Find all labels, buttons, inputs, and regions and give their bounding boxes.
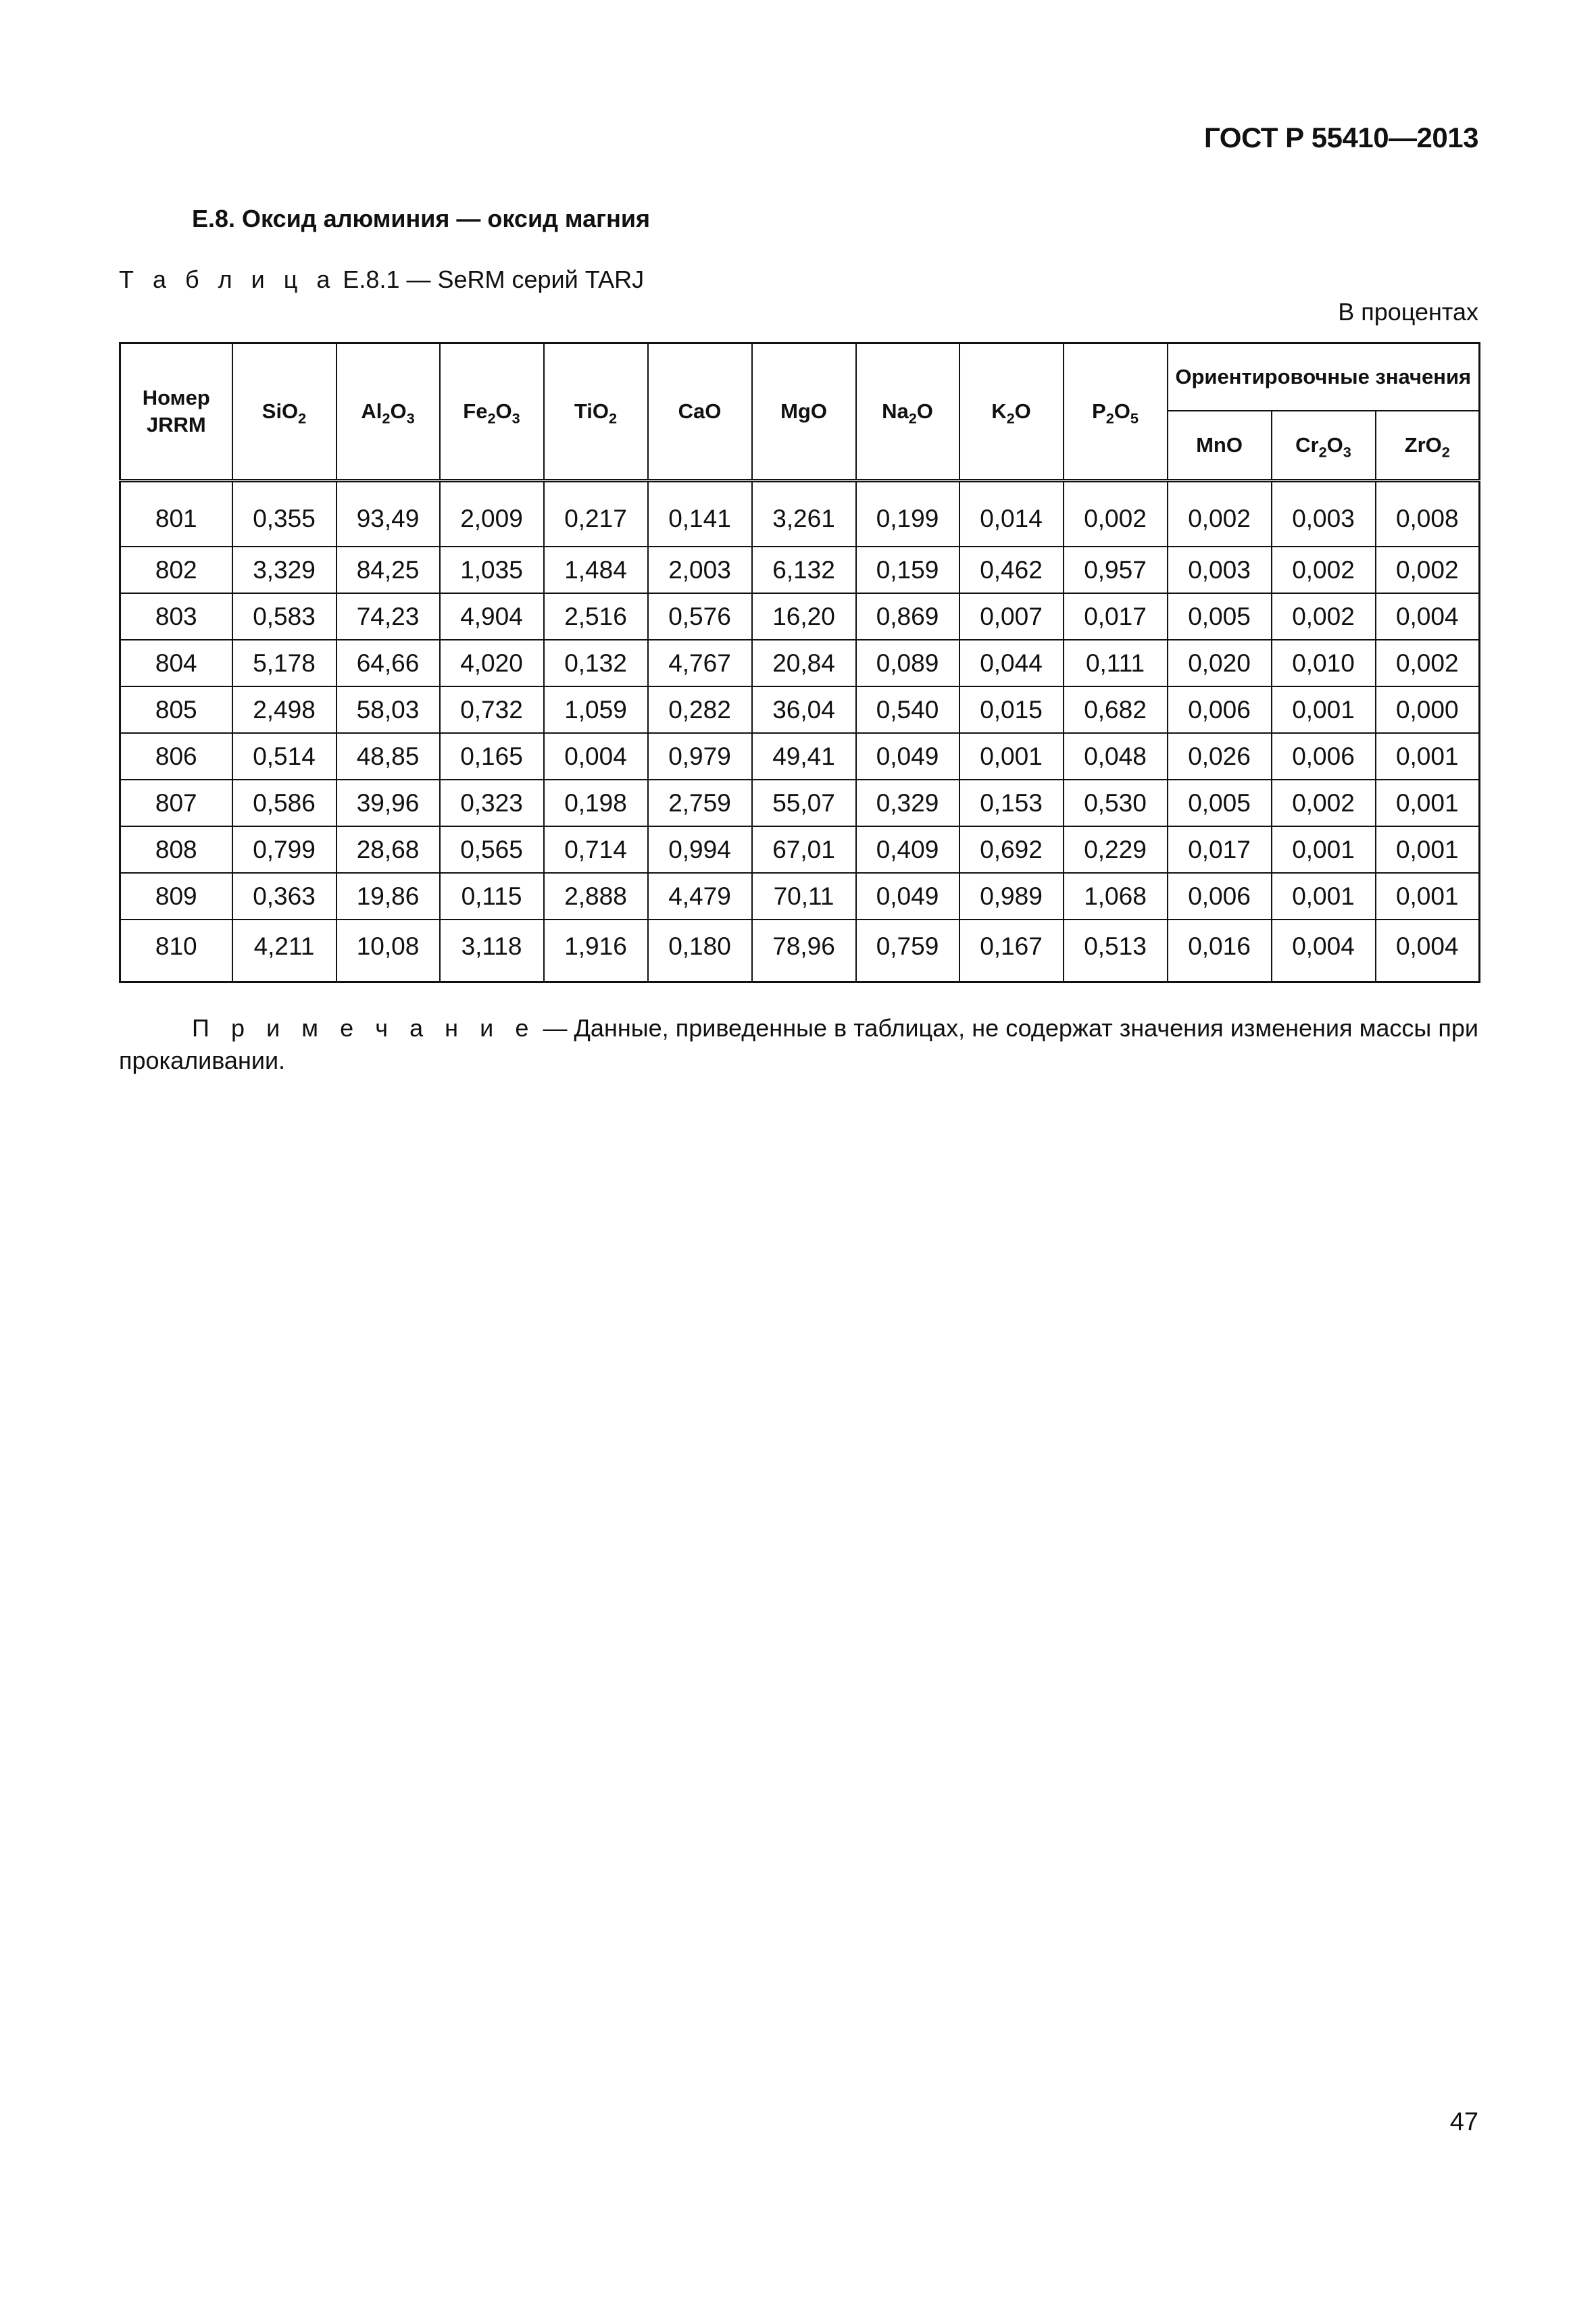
table-cell: 0,001 [1376,826,1480,873]
table-cell: 1,059 [544,686,648,733]
table-cell: 0,001 [1272,873,1376,920]
table-cell: 0,000 [1376,686,1480,733]
table-body [120,481,1480,982]
table-cell: 0,005 [1168,593,1272,640]
table-cell: 0,198 [544,780,648,826]
table-cell: 78,96 [752,920,856,982]
table-cell: 0,006 [1272,733,1376,780]
header-na2o: $Na_2O$ [856,343,959,481]
table-cell: 0,001 [1272,826,1376,873]
table-caption-label: Т а б л и ц а [119,266,336,293]
table-cell: 0,002 [1376,640,1480,686]
table-cell: 0,282 [648,686,752,733]
table-cell: 0,001 [1272,686,1376,733]
table-cell: 1,035 [440,547,544,593]
cell-jrrm-number: 810 [120,920,232,982]
table-cell: 0,002 [1168,481,1272,547]
table-cell: 0,089 [856,640,959,686]
table-cell: 4,479 [648,873,752,920]
table-row [120,733,1480,780]
table-cell: 39,96 [336,780,440,826]
table-cell: 3,329 [232,547,336,593]
table-cell: 58,03 [336,686,440,733]
table-cell: 0,692 [959,826,1064,873]
table-cell: 0,799 [232,826,336,873]
table-cell: 0,513 [1064,920,1168,982]
table-cell: 0,026 [1168,733,1272,780]
table-cell: 0,540 [856,686,959,733]
table-cell: 48,85 [336,733,440,780]
table-cell: 0,409 [856,826,959,873]
table-cell: 3,261 [752,481,856,547]
table-cell: 4,211 [232,920,336,982]
table-cell: 0,020 [1168,640,1272,686]
table-cell: 0,007 [959,593,1064,640]
table-cell: 20,84 [752,640,856,686]
table-cell: 4,020 [440,640,544,686]
table-cell: 2,009 [440,481,544,547]
cell-jrrm-number: 804 [120,640,232,686]
table-cell: 1,916 [544,920,648,982]
table-cell: 0,014 [959,481,1064,547]
table-cell: 0,714 [544,826,648,873]
table-cell: 2,759 [648,780,752,826]
table-cell: 3,118 [440,920,544,982]
header-sio2: SiO$_2$ [232,343,336,481]
table-cell: 67,01 [752,826,856,873]
table-cell: 84,25 [336,547,440,593]
cell-jrrm-number: 808 [120,826,232,873]
table-cell: 0,355 [232,481,336,547]
standard-designation: ГОСТ Р 55410—2013 [1204,122,1478,153]
table-cell: 36,04 [752,686,856,733]
header-cao: CaO [648,343,752,481]
cell-jrrm-number: 802 [120,547,232,593]
table-row [120,780,1480,826]
table-cell: 0,111 [1064,640,1168,686]
table-cell: 2,516 [544,593,648,640]
note-text: — Данные, приведенные в таблицах, не содержат значения изменения массы при прокаливании. [119,1014,1478,1074]
table-cell: 10,08 [336,920,440,982]
table-cell: 0,132 [544,640,648,686]
table-cell: 64,66 [336,640,440,686]
table-cell: 0,180 [648,920,752,982]
table-cell: 5,178 [232,640,336,686]
table-cell: 0,002 [1272,780,1376,826]
header-mgo: MgO [752,343,856,481]
header-indicative-values: Ориентировочные значения [1168,343,1480,411]
table-cell: 0,004 [1376,593,1480,640]
table-cell: 2,498 [232,686,336,733]
cell-jrrm-number: 806 [120,733,232,780]
header-zro2: ZrO$_2$ [1376,411,1480,481]
table-row [120,640,1480,686]
table-cell: 0,229 [1064,826,1168,873]
table-cell: 0,001 [1376,873,1480,920]
table-cell: 0,199 [856,481,959,547]
table-cell: 0,957 [1064,547,1168,593]
cell-jrrm-number: 805 [120,686,232,733]
page-number: 47 [1449,2108,1478,2136]
table-cell: 0,732 [440,686,544,733]
table-cell: 0,004 [544,733,648,780]
table-cell: 0,017 [1168,826,1272,873]
header-jrrm-number: Номер JRRM [120,343,232,481]
note-label: П р и м е ч а н и е [192,1014,537,1042]
table-cell: 49,41 [752,733,856,780]
table-cell: 0,167 [959,920,1064,982]
table-cell: 2,888 [544,873,648,920]
table-cell: 0,005 [1168,780,1272,826]
table-cell: 0,002 [1272,547,1376,593]
table-cell: 0,576 [648,593,752,640]
table-cell: 0,989 [959,873,1064,920]
table-cell: 0,682 [1064,686,1168,733]
table-cell: 74,23 [336,593,440,640]
table-cell: 1,484 [544,547,648,593]
table-cell: 0,217 [544,481,648,547]
header-cr2o3: $Cr_2O_3$ [1272,411,1376,481]
table-cell: 55,07 [752,780,856,826]
table-header [120,343,1480,481]
table-row [120,826,1480,873]
table-cell: 0,048 [1064,733,1168,780]
table-cell: 0,514 [232,733,336,780]
table-caption-text: Е.8.1 — SeRM серий TARJ [343,266,645,293]
header-k2o: $K_2O$ [959,343,1064,481]
cell-jrrm-number: 803 [120,593,232,640]
table-cell: 0,159 [856,547,959,593]
table-cell: 0,015 [959,686,1064,733]
table-cell: 0,115 [440,873,544,920]
table-cell: 0,994 [648,826,752,873]
header-tio2: TiO$_2$ [544,343,648,481]
table-cell: 70,11 [752,873,856,920]
table-row [120,481,1480,547]
table-cell: 0,006 [1168,686,1272,733]
table-cell: 0,044 [959,640,1064,686]
table-cell: 0,010 [1272,640,1376,686]
table-row [120,920,1480,982]
table-cell: 0,141 [648,481,752,547]
table-cell: 0,979 [648,733,752,780]
table-cell: 0,003 [1272,481,1376,547]
table-cell: 0,153 [959,780,1064,826]
table-row [120,593,1480,640]
table-cell: 0,049 [856,873,959,920]
table-cell: 6,132 [752,547,856,593]
table-cell: 0,003 [1168,547,1272,593]
table-cell: 19,86 [336,873,440,920]
table-cell: 0,017 [1064,593,1168,640]
table-cell: 0,759 [856,920,959,982]
composition-table [119,342,1480,983]
table-cell: 0,002 [1376,547,1480,593]
table-cell: 0,004 [1272,920,1376,982]
table-cell: 4,767 [648,640,752,686]
table-cell: 16,20 [752,593,856,640]
table-note [119,1012,1478,1077]
table-cell: 0,462 [959,547,1064,593]
header-fe2o3: $Fe_2O_3$ [440,343,544,481]
table-cell: 0,008 [1376,481,1480,547]
table-row [120,873,1480,920]
cell-jrrm-number: 807 [120,780,232,826]
table-cell: 0,363 [232,873,336,920]
table-cell: 0,586 [232,780,336,826]
table-row [120,686,1480,733]
table-cell: 0,016 [1168,920,1272,982]
table-cell: 0,002 [1064,481,1168,547]
table-cell: 0,001 [1376,780,1480,826]
table-cell: 93,49 [336,481,440,547]
table-cell: 0,006 [1168,873,1272,920]
table-cell: 0,869 [856,593,959,640]
table-caption [119,266,644,294]
section-title: Е.8. Оксид алюминия — оксид магния [192,205,650,232]
table-cell: 0,583 [232,593,336,640]
table-cell: 0,001 [1376,733,1480,780]
table-cell: 0,002 [1272,593,1376,640]
table-row [120,547,1480,593]
header-al2o3: $Al_2O_3$ [336,343,440,481]
table-cell: 2,003 [648,547,752,593]
table-cell: 0,165 [440,733,544,780]
table-cell: 0,049 [856,733,959,780]
header-p2o5: $P_2O_5$ [1064,343,1168,481]
table-cell: 4,904 [440,593,544,640]
cell-jrrm-number: 801 [120,481,232,547]
table-cell: 0,001 [959,733,1064,780]
header-mno: MnO [1168,411,1272,481]
cell-jrrm-number: 809 [120,873,232,920]
table-cell: 0,530 [1064,780,1168,826]
table-cell: 0,004 [1376,920,1480,982]
table-units: В процентах [1338,298,1478,326]
table-cell: 1,068 [1064,873,1168,920]
table-cell: 0,323 [440,780,544,826]
table-cell: 0,565 [440,826,544,873]
table-cell: 28,68 [336,826,440,873]
table-cell: 0,329 [856,780,959,826]
